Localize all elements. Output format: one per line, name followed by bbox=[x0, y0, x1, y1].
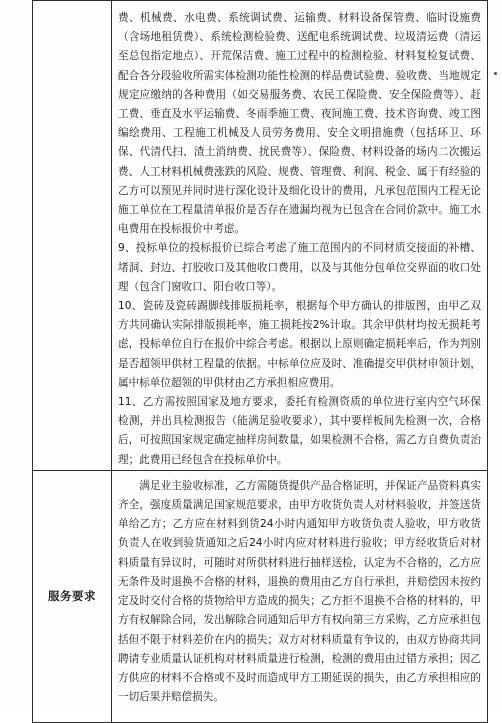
cost-scope-cell bbox=[112, 1, 488, 471]
paragraph-item-11: 11、乙方需按照国家及地方要求，委托有检测资质的单位进行室内空气环保检测，并出具检测报告（能满足验收要求），其中要样板间先检测一次，合格后，可按照国家规定确定抽样房间数量，如果检测不合格，需乙方自费负责治理；此费用已经包含在投标单价中。 bbox=[118, 396, 481, 466]
table-row-cost-scope bbox=[33, 1, 488, 471]
paragraph-item-9: 9、投标单位的投标报价已综合考虑了施工范围内的不同材质交接面的补槽、堵洞、封边、打胶收口及其他收口费用，以及与其他分包单位交界面的收口处理（包含门窗收口、阳台收口等）。 bbox=[118, 242, 481, 293]
cost-scope-text bbox=[118, 1, 481, 470]
row-label-empty bbox=[33, 1, 112, 471]
service-requirements-label: 服务要求 bbox=[33, 470, 112, 722]
scan-artifact-dot bbox=[494, 72, 497, 75]
requirements-table bbox=[32, 0, 488, 723]
paragraph-service-requirements: 满足业主验收标准，乙方需随货提供产品合格证明，并保证产品资料真实齐全，强度质量满足国家规范要求，由甲方收货负责人对材料验收，并签送货单给乙方；乙方应在材料到货24小时内通知甲方收货负责人验收，甲方收货负责人在收到验货通知之后24小时内应对材料进行验收；甲方经收货后对材料质量有异议时，可随时对所供材料进行抽样送检，认定为不合格的，乙方应无条件及时退换不合格的材料，退换的费用由乙方自行承担，并赔偿因未按约定及时交付合格的货物给甲方造成的损失；乙方拒不退换不合格的材料的，甲方有权解除合同，发出解除合同通知后甲方有权向第三方采购，乙方应承担包括但不限于材料差价在内的损失；双方对材料质量有争议的，由双方协商共同聘请专业质量认证机构对材料质量进行检测，检测的费用由过错方承担；因乙方供应的材料不合格或不及时而造成甲方工期延误的损失，由乙方承担相应的一切后果并赔偿损失。 bbox=[118, 479, 481, 704]
service-requirements-text bbox=[118, 471, 481, 707]
paragraph-item-10: 10、瓷砖及瓷砖踢脚线排版损耗率，根据每个甲方确认的排版图，由甲乙双方共同确认实际排版损耗率，施工损耗按2%计取。其余甲供材均按无损耗考虑，投标单位自行在报价中综合考虑。根据以上原则确定损耗率后，作为判别是否超领甲供材工程量的依据。中标单位应及时、准确提交甲供材申领计划，属中标单位超领的甲供材由乙方承担相应费用。 bbox=[118, 300, 481, 389]
paragraph-cost-items: 费、机械费、水电费、系统调试费、运输费、材料设备保管费、临时设施费（含场地租赁费）、系统检测检验费、送配电系统调试费、垃圾清运费（清运至总包指定地点）、开荒保洁费、施工过程中的检测检验、材料复检复试费、配合各分段验收所需实体检测功能性检测的样品费试验费、验收费、当地规定规定应缴纳的各种费用（如交易服务费、农民工保险费、安全保险费等）、赶工费、垂直及水平运输费、冬雨季施工费、夜间施工费、技术咨询费、竣工图编绘费用、工程施工机械及人员劳务费用、安全文明措施费（包括环卫、环保、代清代扫、渣土消纳费、扰民费等）、保险费、材料设备的场内二次搬运费、人工材料机械费涨跌的风险、规费、管理费、利润、税金、属于有经验的乙方可以预见并同时进行深化设计及细化设计的费用，凡承包范围内工程无论施工单位在工程量清单报价是否存在遗漏均视为已包含在合同价款中。施工水电费用在投标报价中考虑。 bbox=[118, 12, 481, 236]
table-row-service-requirements bbox=[33, 470, 488, 722]
service-requirements-cell bbox=[112, 470, 488, 722]
